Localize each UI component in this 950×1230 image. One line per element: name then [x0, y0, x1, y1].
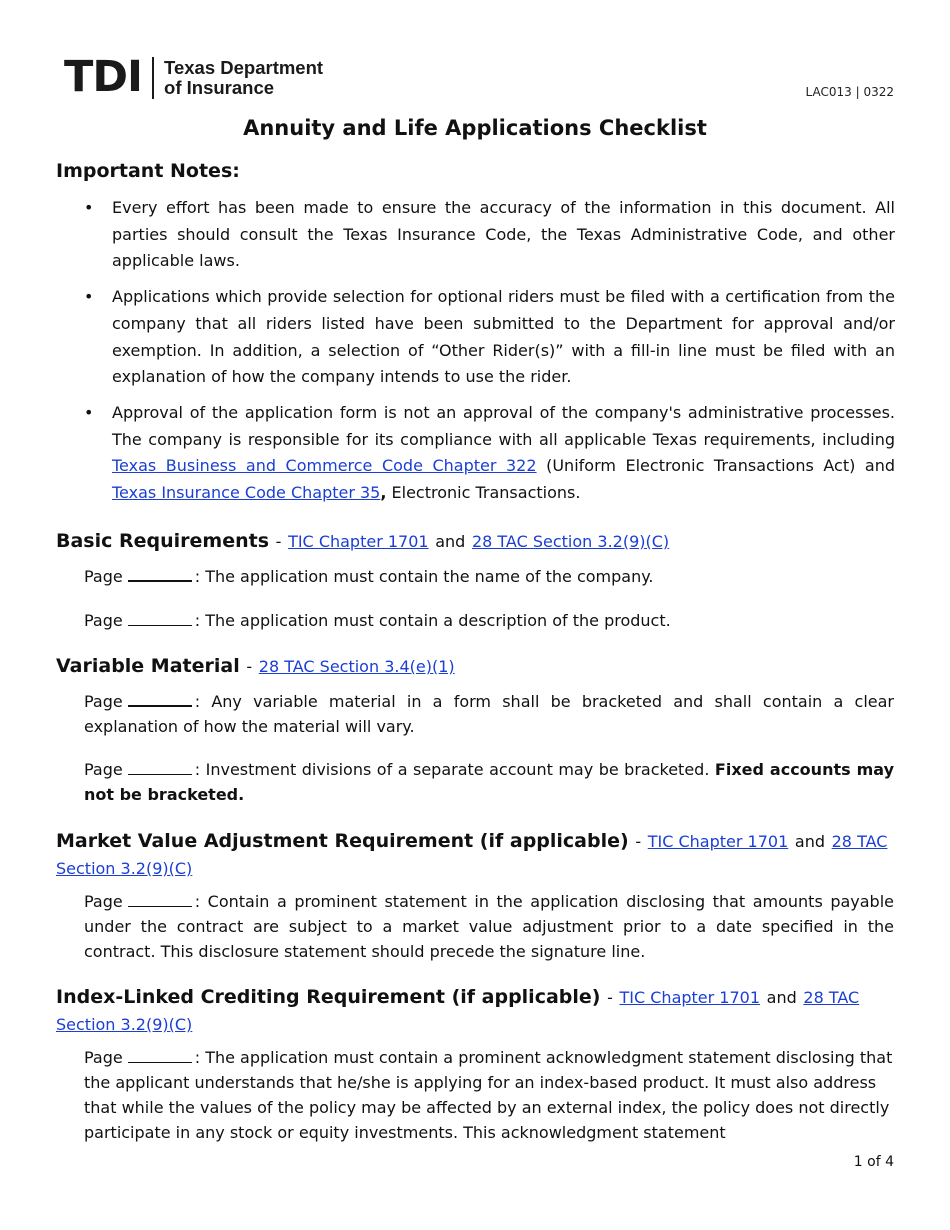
- important-notes-heading: Important Notes:: [56, 160, 240, 182]
- page-label: Page: [84, 611, 123, 630]
- checklist-item: [84, 564, 894, 589]
- note-item: [84, 400, 895, 507]
- checklist-item: [84, 608, 894, 633]
- logo-mark: TDI: [64, 52, 143, 102]
- checklist-item: [84, 889, 894, 964]
- logo-line-2: of Insurance: [164, 76, 275, 98]
- note-item: [84, 284, 895, 391]
- page-input-blank[interactable]: [128, 689, 192, 707]
- item-text: : Contain a prominent statement in the application disclosing that amounts payable under the contract are subject to a market value adjustment prior to a date specified in the contract. This disclosure statement should precede the signature line.: [84, 892, 894, 961]
- index-linked-requirement-heading: [56, 984, 896, 1038]
- and-text: and: [766, 988, 797, 1007]
- logo-divider: [152, 57, 154, 99]
- mva-requirement-heading: [56, 828, 896, 882]
- page-label: Page: [84, 692, 123, 711]
- document-title: Annuity and Life Applications Checklist: [243, 116, 707, 140]
- tic-chapter-1701-link[interactable]: TIC Chapter 1701: [647, 832, 789, 851]
- page-input-blank[interactable]: [128, 758, 192, 775]
- dash: -: [635, 832, 642, 851]
- note-text: Applications which provide selection for optional riders must be filed with a certification from the company that all riders listed have been submitted to the Department for approval and/or exemption. In addition, a selection of “Other Rider(s)” with a fill-in line must be filed with an explanation of how the company intends to use the rider.: [112, 287, 895, 387]
- section-title: Market Value Adjustment Requirement (if applicable): [56, 830, 629, 852]
- logo-line-1: Texas Department: [164, 56, 324, 78]
- checklist-item: [84, 689, 894, 739]
- page-label: Page: [84, 892, 123, 911]
- page-input-blank[interactable]: [128, 609, 192, 626]
- item-text: : The application must contain a prominent acknowledgment statement disclosing that the applicant understands that he/she is applying for an index-based product. It must also address that while the values of the policy may be affected by an external index, the policy does not directly participate in any stock or equity investments. This acknowledgment statement: [84, 1048, 893, 1142]
- and-text: and: [794, 832, 825, 851]
- link-line-2: Section 3.2(9)(C): [56, 859, 193, 878]
- link-line-1: 28 TAC: [803, 988, 860, 1007]
- tac-3-4-link[interactable]: 28 TAC Section 3.4(e)(1): [258, 657, 455, 676]
- bullet-icon: •: [84, 402, 94, 422]
- form-code: LAC013 | 0322: [805, 85, 894, 99]
- dash: -: [275, 532, 282, 551]
- item-text: : Any variable material in a form shall be bracketed and shall contain a clear explanation of how the material will vary.: [84, 692, 894, 736]
- insurance-code-35-link[interactable]: Texas Insurance Code Chapter 35: [112, 483, 381, 503]
- page-input-blank[interactable]: [128, 890, 192, 907]
- note-comma: ,: [380, 483, 387, 503]
- link-line-1: 28 TAC: [831, 832, 888, 851]
- item-bold-text: Fixed accounts may not be bracketed.: [84, 760, 895, 804]
- bullet-icon: •: [84, 198, 94, 217]
- dash: -: [607, 988, 613, 1007]
- page-number: 1 of 4: [853, 1154, 894, 1170]
- and-text: and: [435, 532, 466, 551]
- section-title: Index-Linked Crediting Requirement (if applicable): [56, 986, 601, 1008]
- checklist-item: [84, 757, 894, 807]
- note-item: [84, 195, 895, 275]
- item-text: : The application must contain a description of the product.: [194, 611, 671, 630]
- section-title: Basic Requirements: [56, 530, 270, 552]
- note-text-c: Electronic Transactions.: [386, 483, 581, 503]
- tic-chapter-1701-link[interactable]: TIC Chapter 1701: [619, 988, 761, 1007]
- logo-text: [164, 58, 323, 98]
- checklist-item: [84, 1045, 894, 1145]
- tic-chapter-1701-link[interactable]: TIC Chapter 1701: [288, 532, 429, 551]
- note-text-a: Approval of the application form is not an approval of the company's administrative processes. The company is responsible for its compliance with all applicable Texas requirements, including: [112, 402, 895, 449]
- page-input-blank[interactable]: [128, 564, 192, 582]
- page-label: Page: [84, 760, 123, 779]
- variable-material-heading: [56, 653, 455, 680]
- page-input-blank[interactable]: [128, 1046, 192, 1063]
- bullet-icon: •: [84, 287, 94, 307]
- tac-3-2-link[interactable]: 28 TAC Section 3.2(9)(C): [471, 532, 670, 551]
- section-title: Variable Material: [56, 655, 240, 677]
- notes-list: [84, 195, 895, 516]
- business-commerce-code-link[interactable]: Texas Business and Commerce Code Chapter 322: [112, 456, 537, 476]
- note-text: Every effort has been made to ensure the accuracy of the information in this document. All parties should consult the Texas Insurance Code, the Texas Administrative Code, and other applicable laws.: [112, 198, 895, 271]
- basic-requirements-heading: [56, 528, 669, 555]
- link-line-2: Section 3.2(9)(C): [56, 1015, 193, 1034]
- dash: -: [246, 657, 253, 676]
- tdi-logo: [64, 52, 324, 102]
- item-text: : The application must contain the name of the company.: [194, 567, 654, 586]
- page-label: Page: [84, 567, 123, 586]
- page-label: Page: [84, 1048, 123, 1067]
- note-text-b: (Uniform Electronic Transactions Act) and: [536, 456, 895, 476]
- item-text: : Investment divisions of a separate account may be bracketed.: [194, 760, 715, 779]
